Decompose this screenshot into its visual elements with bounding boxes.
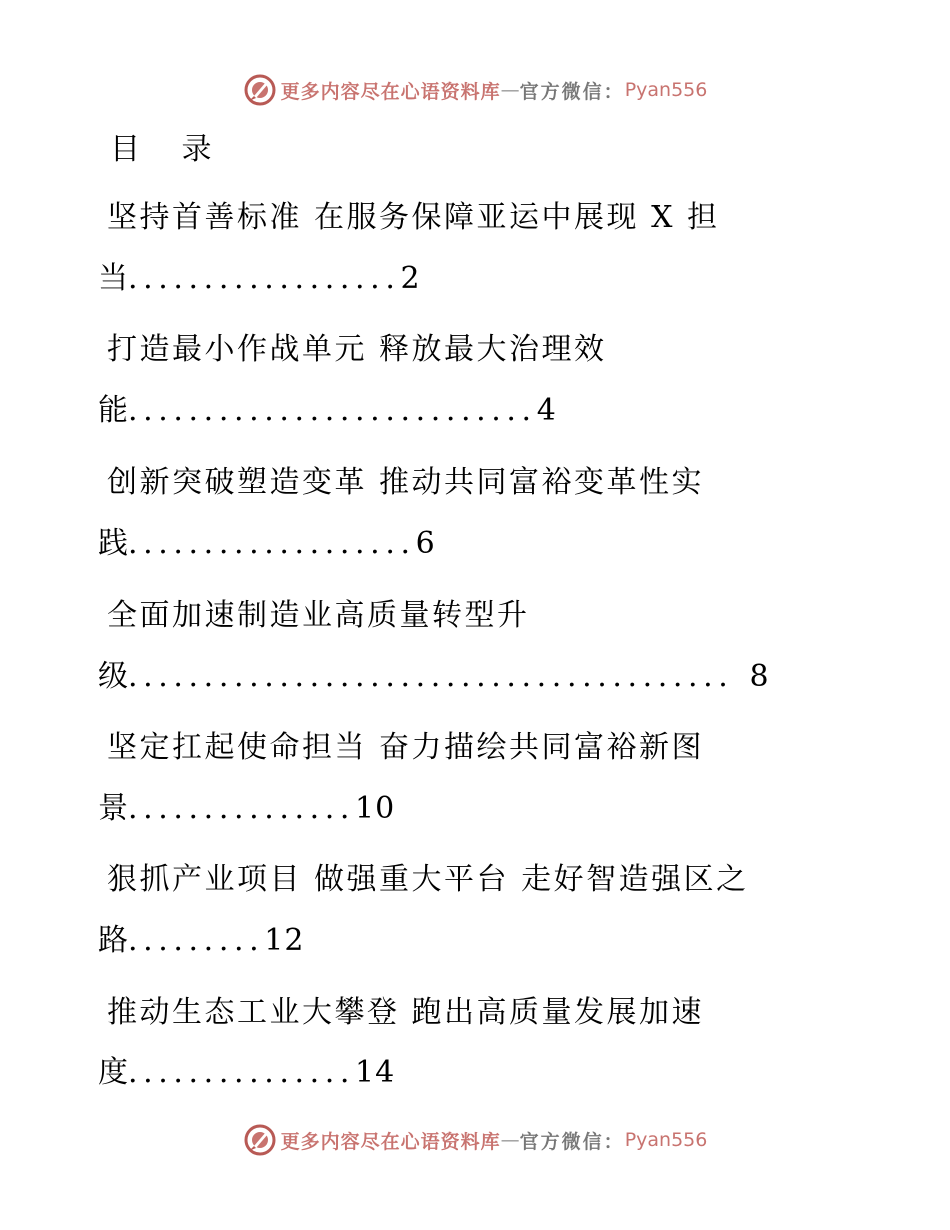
footer-banner [0,1120,950,1160]
banner-separator: — [500,1129,520,1151]
toc-leader-dots: ............... [128,791,356,826]
toc-page-number: 6 [415,526,436,561]
toc-entry-continuation [98,789,395,829]
toc-leader-dots: ......... [128,923,265,958]
toc-entry-title: 创新突破塑造变革 推动共同富裕变革性实 [107,465,705,500]
wechat-label: 官方微信： [519,80,625,103]
toc-entry-title: 推动生态工业大攀登 跑出高质量发展加速 [107,995,705,1030]
toc-title: 目 录 [110,132,228,167]
toc-entry-continuation [98,391,557,431]
toc-entry-continuation [98,921,304,961]
toc-leader-dots: ............... [128,1055,356,1090]
toc-entry-title: 全面加速制造业高质量转型升 [107,598,530,633]
toc-entry-title-end: 当 [98,261,128,296]
wechat-id: Pyan556 [624,79,708,101]
wechat-label: 官方微信： [519,1130,625,1153]
toc-entry-title: 坚定扛起使命担当 奋力描绘共同富裕新图 [107,730,705,765]
toc-page-number: 4 [536,393,557,428]
toc-entry-continuation [98,259,421,299]
pen-nib-circle-icon [243,73,277,107]
site-name: 更多内容尽在心语资料库 [280,1130,501,1153]
toc-entry-continuation [98,1053,395,1093]
toc-page-number: 2 [400,261,421,296]
toc-page-number: 12 [264,923,305,958]
toc-entry-title-end: 能 [98,393,128,428]
toc-entry-title: 坚持首善标准 在服务保障亚运中展现 X 担 [107,200,720,235]
pen-nib-circle-icon [243,1123,277,1157]
toc-page-number: 8 [749,659,770,694]
toc-leader-dots: .................. [128,261,401,296]
toc-entry-title-end: 践 [98,526,128,561]
toc-entry-title: 打造最小作战单元 释放最大治理效 [107,332,607,367]
toc-entry-title-end: 度 [98,1055,128,1090]
toc-entry-continuation [98,657,770,697]
toc-page-number: 10 [355,791,396,826]
banner-separator: — [500,79,520,101]
toc-entry-continuation [98,524,436,564]
toc-page-number: 14 [355,1055,396,1090]
toc-leader-dots: ................... [128,526,416,561]
toc-entry-title-end: 路 [98,923,128,958]
toc-leader-dots: ........................... [128,393,537,428]
toc-leader-dots: ........................................ [128,659,734,694]
toc-entry-title: 狠抓产业项目 做强重大平台 走好智造强区之 [107,862,749,897]
site-name: 更多内容尽在心语资料库 [280,80,501,103]
toc-entry-title-end: 景 [98,791,128,826]
wechat-id: Pyan556 [624,1129,708,1151]
toc-entry-title-end: 级 [98,659,128,694]
header-banner [0,70,950,110]
